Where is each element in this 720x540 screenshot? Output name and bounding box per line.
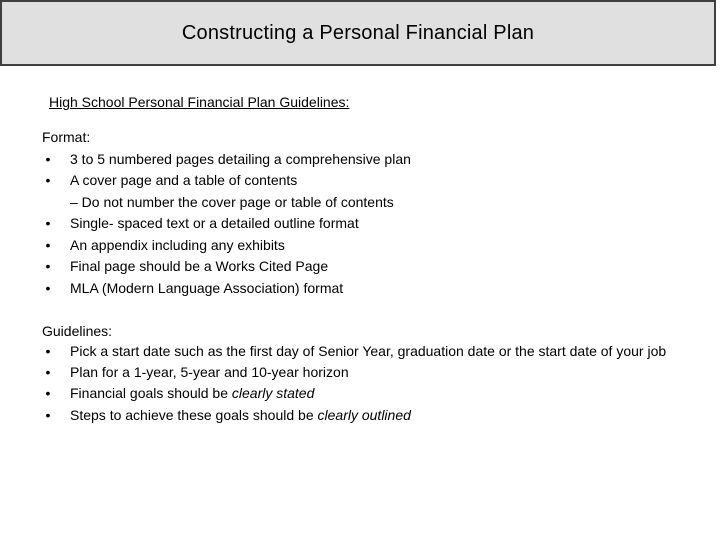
bullet-icon: • xyxy=(45,236,51,253)
emphasis-text: clearly stated xyxy=(231,385,315,401)
guidelines-list xyxy=(42,343,672,427)
bullet-icon: • xyxy=(45,279,51,296)
list-subitem: – Do not number the cover page or table of contents xyxy=(70,193,394,210)
bullet-icon: • xyxy=(45,172,51,188)
bullet-icon: • xyxy=(45,215,51,231)
list-item: • MLA (Modern Language Association) format xyxy=(42,278,702,300)
list-item: • Single- spaced text or a detailed outline format xyxy=(42,213,702,235)
page-title: Constructing a Personal Financial Plan xyxy=(181,21,535,44)
bullet-icon: • xyxy=(45,363,51,380)
bullet-icon: • xyxy=(45,150,51,167)
list-item: • Steps to achieve these goals should be clearly outlined xyxy=(42,405,672,427)
list-item: • Final page should be a Works Cited Page xyxy=(42,256,702,278)
list-item: • A cover page and a table of contents xyxy=(42,170,702,192)
list-item: • 3 to 5 numbered pages detailing a comprehensive plan xyxy=(42,149,702,171)
format-section xyxy=(42,127,702,299)
bullet-icon: • xyxy=(45,385,51,401)
list-item: • Plan for a 1-year, 5-year and 10-year horizon xyxy=(42,362,672,384)
bullet-icon: • xyxy=(45,406,51,423)
subtitle: High School Personal Financial Plan Guidelines: xyxy=(49,94,350,110)
title-banner xyxy=(0,0,716,66)
guidelines-section xyxy=(42,321,672,426)
list-item: • Pick a start date such as the first day of Senior Year, graduation date or the start date of your job xyxy=(42,343,672,362)
list-item: • An appendix including any exhibits xyxy=(42,235,702,257)
bullet-icon: • xyxy=(45,342,51,359)
emphasis-text: clearly outlined xyxy=(317,406,411,423)
format-heading: Format: xyxy=(42,129,91,145)
list-item: • Financial goals should be clearly stated xyxy=(42,383,672,405)
guidelines-heading: Guidelines: xyxy=(42,323,113,339)
bullet-icon: • xyxy=(45,258,51,274)
format-list xyxy=(42,149,702,300)
